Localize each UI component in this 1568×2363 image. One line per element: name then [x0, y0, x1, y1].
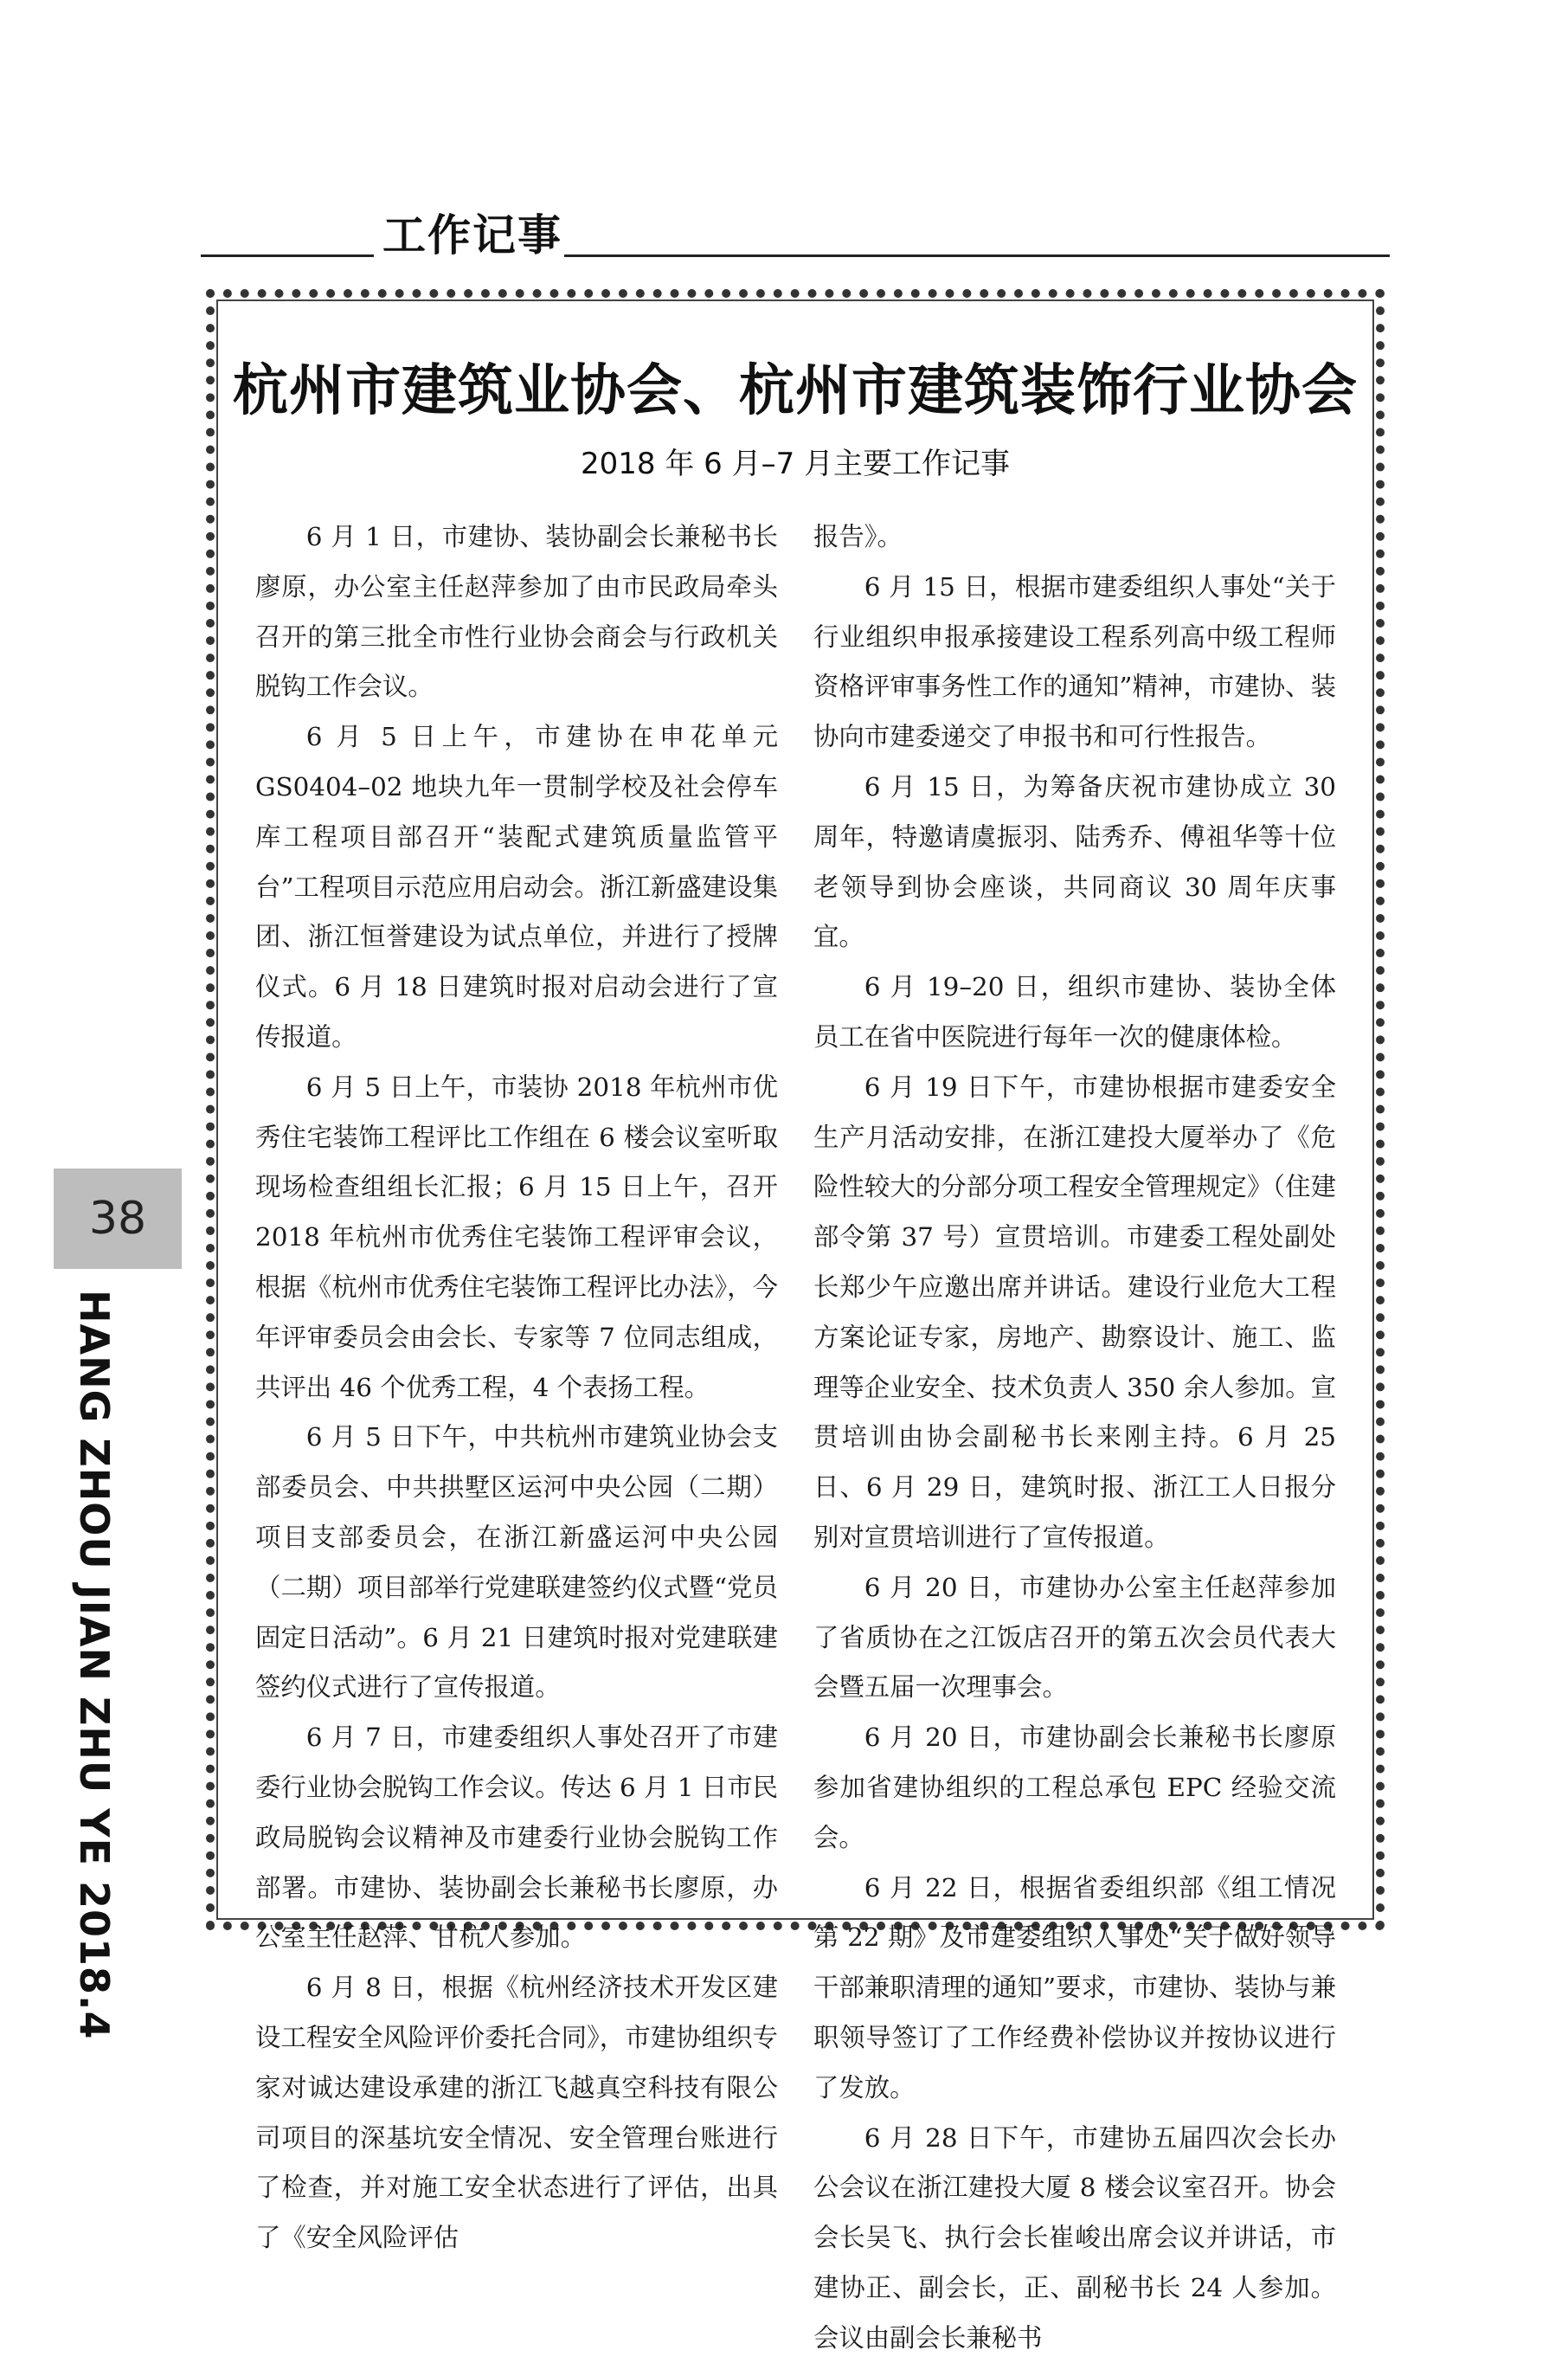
right-column: [813, 512, 1336, 1889]
paragraph-continuation: 报告》。: [813, 512, 1336, 563]
paragraph: 6 月 20 日，市建协办公室主任赵萍参加了省质协在之江饭店召开的第五次会员代表大会暨五届一次理事会。: [813, 1563, 1336, 1713]
running-title-vertical: HANG ZHOU JIAN ZHU YE 2018.4: [71, 1290, 118, 2040]
page-number: 38: [89, 1193, 146, 1245]
page-number-tab: [54, 1169, 182, 1269]
paragraph: 6 月 15 日，根据市建委组织人事处“关于行业组织申报承接建设工程系列高中级工程师资格评审事务性工作的通知”精神，市建协、装协向市建委递交了申报书和可行性报告。: [813, 563, 1336, 763]
paragraph: 6 月 7 日，市建委组织人事处召开了市建委行业协会脱钩工作会议。传达 6 月 1 日市民政局脱钩会议精神及市建委行业协会脱钩工作部署。市建协、装协副会长兼秘书长廖原，办公室主任赵萍、甘杭人参加。: [255, 1713, 778, 1963]
section-header: [201, 201, 1390, 261]
paragraph: 6 月 5 日上午，市装协 2018 年杭州市优秀住宅装饰工程评比工作组在 6 楼会议室听取现场检查组组长汇报；6 月 15 日上午，召开 2018 年杭州市优秀住宅装饰工程评审会议，根据《杭州市优秀住宅装饰工程评比办法》，今年评审委员会由会长、专家等 7 位同志组成，共评出 46 个优秀工程，4 个表扬工程。: [255, 1063, 778, 1413]
paragraph: 6 月 15 日，为筹备庆祝市建协成立 30 周年，特邀请虞振羽、陆秀乔、傅祖华等十位老领导到协会座谈，共同商议 30 周年庆事宜。: [813, 763, 1336, 963]
header-rule-right: [564, 254, 1390, 257]
paragraph: 6 月 5 日上午，市建协在申花单元 GS0404–02 地块九年一贯制学校及社会停车库工程项目部召开“装配式建筑质量监管平台”工程项目示范应用启动会。浙江新盛建设集团、浙江恒誉建设为试点单位，并进行了授牌仪式。6 月 18 日建筑时报对启动会进行了宣传报道。: [255, 712, 778, 1063]
section-title: 工作记事: [382, 201, 562, 263]
paragraph: 6 月 20 日，市建协副会长兼秘书长廖原参加省建协组织的工程总承包 EPC 经验交流会。: [813, 1713, 1336, 1863]
article-title: 杭州市建筑业协会、杭州市建筑装饰行业协会: [216, 346, 1374, 426]
header-rule-left: [201, 254, 374, 257]
paragraph: 6 月 1 日，市建协、装协副会长兼秘书长廖原，办公室主任赵萍参加了由市民政局牵头召开的第三批全市性行业协会商会与行政机关脱钩工作会议。: [255, 512, 778, 712]
paragraph: 6 月 19 日下午，市建协根据市建委安全生产月活动安排，在浙江建投大厦举办了《危险性较大的分部分项工程安全管理规定》（住建部令第 37 号）宣贯培训。市建委工程处副处长郑少午应邀出席并讲话。建设行业危大工程方案论证专家，房地产、勘察设计、施工、监理等企业安全、技术负责人 350 余人参加。宣贯培训由协会副秘书长来刚主持。6 月 25 日、6 月 29 日，建筑时报、浙江工人日报分别对宣贯培训进行了宣传报道。: [813, 1063, 1336, 1563]
paragraph: 6 月 8 日，根据《杭州经济技术开发区建设工程安全风险评价委托合同》，市建协组织专家对诚达建设承建的浙江飞越真空科技有限公司项目的深基坑安全情况、安全管理台账进行了检查，并对施工安全状态进行了评估，出具了《安全风险评估: [255, 1963, 778, 2263]
paragraph: 6 月 22 日，根据省委组织部《组工情况第 22 期》及市建委组织人事处“关于做好领导干部兼职清理的通知”要求，市建协、装协与兼职领导签订了工作经费补偿协议并按协议进行了发放。: [813, 1864, 1336, 2114]
paragraph: 6 月 28 日下午，市建协五届四次会长办公会议在浙江建投大厦 8 楼会议室召开。协会会长吴飞、执行会长崔峻出席会议并讲话，市建协正、副会长，正、副秘书长 24 人参加。会议由副会长兼秘书: [813, 2114, 1336, 2363]
paragraph: 6 月 19–20 日，组织市建协、装协全体员工在省中医院进行每年一次的健康体检。: [813, 963, 1336, 1063]
paragraph: 6 月 5 日下午，中共杭州市建筑业协会支部委员会、中共拱墅区运河中央公园（二期）项目支部委员会，在浙江新盛运河中央公园（二期）项目部举行党建联建签约仪式暨“党员固定日活动”。6 月 21 日建筑时报对党建联建签约仪式进行了宣传报道。: [255, 1413, 778, 1713]
article-subtitle: 2018 年 6 月–7 月主要工作记事: [216, 440, 1374, 482]
left-column: [255, 512, 778, 1889]
